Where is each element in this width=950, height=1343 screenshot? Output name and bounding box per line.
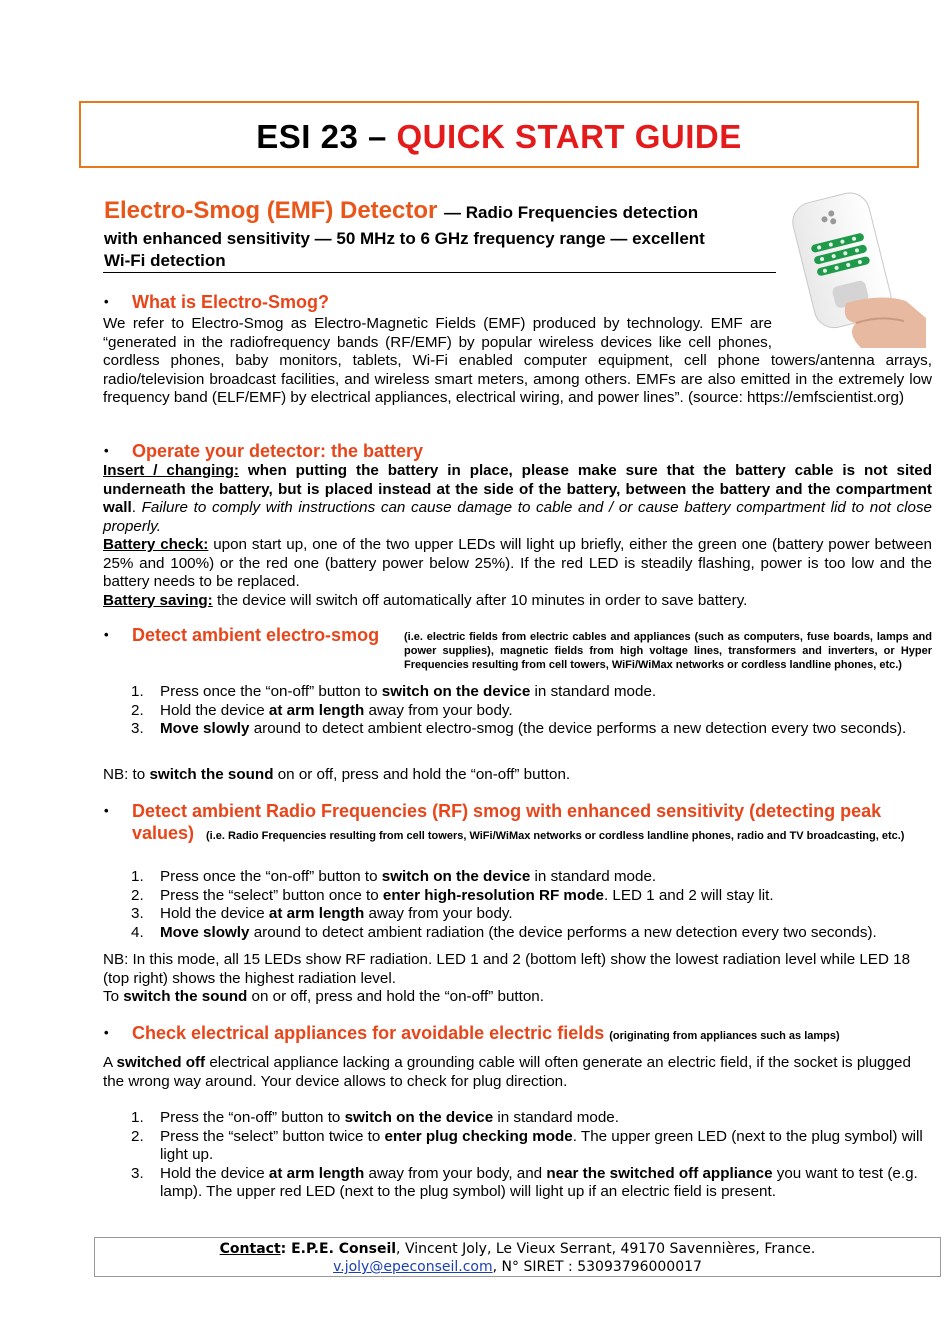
step-text: . LED 1 and 2 will stay lit. [603, 886, 774, 904]
step-number: 2. [131, 701, 144, 719]
step-text: switch on the device [381, 868, 531, 885]
section-title: What is Electro-Smog? [132, 292, 330, 312]
step-text: Press the “select” button once to [160, 886, 383, 904]
heading-divider [103, 272, 776, 273]
appliance-steps [103, 1109, 923, 1202]
subhead-line3: Wi-Fi detection [104, 251, 226, 270]
step-text: enter plug checking mode [384, 1127, 573, 1145]
insert-warning: Failure to comply with instructions can cause damage to cable and / or cause battery compartment lid to not close properly. [103, 499, 932, 535]
section-check-appliances [104, 1023, 840, 1044]
step-text: at arm length [268, 905, 365, 922]
note-text: (i.e. Radio Frequencies resulting from cell towers, WiFi/WiMax networks or cordless landline phones, radio and TV broadcasting, etc.) [206, 830, 905, 842]
subhead-line1: — Radio Frequencies detection [444, 203, 699, 222]
step-text: Press once the “on-off” button to [160, 868, 382, 885]
step-text: at arm length [268, 701, 365, 719]
step-text: Press once the “on-off” button to [160, 683, 382, 700]
insert-text: when putting the battery in place, please make sure that the battery cable is not sited underneath the battery, but is placed instead at the side of the battery, between the battery and the compartment wall [103, 462, 932, 516]
step-number: 1. [131, 868, 144, 885]
intro-b: switched off [116, 1054, 206, 1071]
step-text: away from your body. [364, 701, 513, 719]
nb-sound [103, 766, 932, 785]
nb-a: NB: to [103, 766, 150, 783]
email-link[interactable]: v.joly@epeconseil.com [333, 1259, 493, 1275]
step-text: Hold the device [160, 1164, 269, 1182]
siret: , N° SIRET : 53093796000017 [492, 1259, 702, 1275]
list-item [103, 868, 923, 887]
step-text: near the switched off appliance [546, 1164, 773, 1182]
rf-steps [103, 868, 923, 942]
sound-a: To [103, 988, 124, 1005]
section-title: Check electrical appliances for avoidable electric fields [132, 1023, 605, 1043]
battery-insert-para: Insert / changing: when putting the battery in place, please make sure that the battery cable is not sited underneath the battery, but is placed instead at the side of the battery, between the battery and the compartment wall. Failure to comply with instructions can cause damage to cable and / or cause battery compartment lid to not close properly. Battery check: upon start up, one of the two upper LEDs will light up briefly, either the green one (battery power between 25% and 100%) or the red one (battery power below 25%). If the red LED is steadily flashing, power is too low and the battery needs to be replaced. Battery saving: the device will switch off automatically after 10 minutes in order to save battery. [103, 462, 932, 609]
step-number: 4. [131, 923, 144, 941]
contact-footer [94, 1237, 941, 1277]
step-number: 1. [131, 1109, 144, 1126]
list-item [103, 887, 923, 906]
step-text: Hold the device [160, 905, 269, 922]
section-battery [104, 441, 423, 462]
section-what-is-electrosmog [104, 292, 329, 313]
section-note [404, 630, 932, 672]
nb-text: NB: In this mode, all 15 LEDs show RF radiation. LED 1 and 2 (bottom left) show the lowest radiation level while LED 18 (top right) shows the highest radiation level. [103, 951, 911, 987]
note-text: (i.e. electric fields from electric cables and appliances (such as computers, fuse boards, lamps and power supplies), magnetic fields from high voltage lines, transformers and inverters, or Hyper Frequencies resulting from cell towers, WiFi/WiMax networks or cordless landline phones, etc.) [404, 631, 932, 671]
step-text: around to detect ambient radiation (the device performs a new detection every two seconds). [249, 923, 877, 941]
section-text: We refer to Electro-Smog as Electro-Magnetic Fields (EMF) produced by technology. EMF are “generated in the radiofrequency bands (RF/EMF) by popular wireless devices like cell phones, cordless phones, baby monitors, tablets, Wi-Fi enabled computer equipment, cell phone towers/antenna arrays, radio/television broadcast facilities, and wireless smart meters, among others. EMFs are also emitted in the extremely low frequency band (ELF/EMF) by electrical appliances, electrical wiring, and power lines”. (source: https://emfscientist.org) [103, 315, 932, 406]
contact-label: Contact [219, 1241, 281, 1257]
step-text: Press the “on-off” button to [160, 1109, 345, 1126]
step-number: 2. [131, 1127, 144, 1145]
appliance-intro [103, 1054, 932, 1091]
bullet-icon: • [104, 293, 109, 309]
sound-c: on or off, press and hold the “on-off” button. [247, 988, 544, 1005]
step-text: in standard mode. [530, 868, 657, 885]
section-title: Detect ambient Radio Frequencies (RF) smog with enhanced sensitivity (detecting peak [132, 801, 882, 821]
step-text: at arm length [268, 1164, 365, 1182]
step-text: Hold the device [160, 701, 269, 719]
bullet-icon: • [104, 1024, 109, 1040]
step-text: . The upper green LED (next to the plug symbol) will light up. [160, 1127, 923, 1163]
subhead-line2: with enhanced sensitivity — 50 MHz to 6 GHz frequency range — excellent [104, 229, 705, 248]
list-item [103, 1165, 923, 1202]
saving-text: the device will switch off automatically after 10 minutes in order to save battery. [216, 591, 748, 609]
step-text: in standard mode. [530, 683, 657, 700]
list-item [103, 1128, 923, 1165]
section-title: Detect ambient electro-smog [132, 625, 380, 645]
step-text: switch on the device [344, 1109, 494, 1126]
bullet-icon: • [104, 802, 109, 818]
step-text: in standard mode. [493, 1109, 619, 1126]
intro-c: electrical appliance lacking a grounding cable will often generate an electric field, if the socket is plugged the wrong way around. Your device allows to check for plug direction. [103, 1054, 911, 1090]
address: , Vincent Joly, Le Vieux Serrant, 49170 Savennières, France. [396, 1241, 816, 1257]
page-title [81, 103, 917, 170]
bullet-icon: • [104, 626, 109, 642]
list-item [103, 720, 923, 739]
step-number: 1. [131, 683, 144, 700]
step-number: 2. [131, 886, 144, 904]
title-main: QUICK START GUIDE [396, 118, 742, 155]
step-text: Press the “select” button twice to [160, 1127, 385, 1145]
list-item [103, 683, 923, 702]
product-subheading [104, 196, 776, 272]
step-text: switch on the device [381, 683, 531, 700]
electrosmog-steps [103, 683, 923, 739]
title-prefix: ESI 23 – [256, 118, 387, 155]
nb-b: switch the sound [149, 766, 274, 783]
step-text: enter high-resolution RF mode [382, 886, 604, 904]
list-item [103, 905, 923, 924]
step-number: 3. [131, 905, 144, 922]
section-title-line2: values) [132, 823, 195, 843]
step-number: 3. [131, 1164, 144, 1182]
step-text: around to detect ambient electro-smog (the device performs a new detection every two seconds). [249, 720, 907, 737]
section-note [132, 829, 932, 843]
bullet-icon: • [104, 442, 109, 458]
section-body [103, 315, 932, 408]
title-box [79, 101, 919, 168]
step-number: 3. [131, 720, 144, 737]
section-title: Operate your detector: the battery [132, 441, 424, 461]
list-item [103, 702, 923, 721]
section-detect-rf [104, 801, 934, 822]
step-text: you want to test (e.g. lamp). The upper red LED (next to the plug symbol) will light up if an electric field is present. [160, 1164, 918, 1200]
check-label: Battery check: [103, 536, 209, 553]
sound-b: switch the sound [123, 988, 248, 1005]
section-note: (originating from appliances such as lamps) [609, 1030, 840, 1042]
rf-nb [103, 951, 932, 1007]
list-item [103, 924, 923, 943]
insert-label: Insert / changing: [103, 462, 239, 479]
step-text: Move slowly [160, 720, 250, 737]
step-text: away from your body, and [364, 1164, 547, 1182]
company-name: : E.P.E. Conseil [280, 1241, 397, 1257]
saving-label: Battery saving: [103, 591, 213, 609]
product-name: Electro-Smog (EMF) Detector [104, 197, 438, 224]
intro-a: A [103, 1054, 117, 1071]
check-text: upon start up, one of the two upper LEDs will light up briefly, either the green one (battery power between 25% and 100%) or the red one (battery power below 25%). If the red LED is steadily flashing, power is too low and the battery needs to be replaced. [103, 536, 932, 590]
step-text: Move slowly [160, 923, 250, 941]
list-item [103, 1109, 923, 1128]
nb-c: on or off, press and hold the “on-off” button. [273, 766, 571, 783]
step-text: away from your body. [364, 905, 513, 922]
section-detect-electrosmog [104, 625, 379, 646]
